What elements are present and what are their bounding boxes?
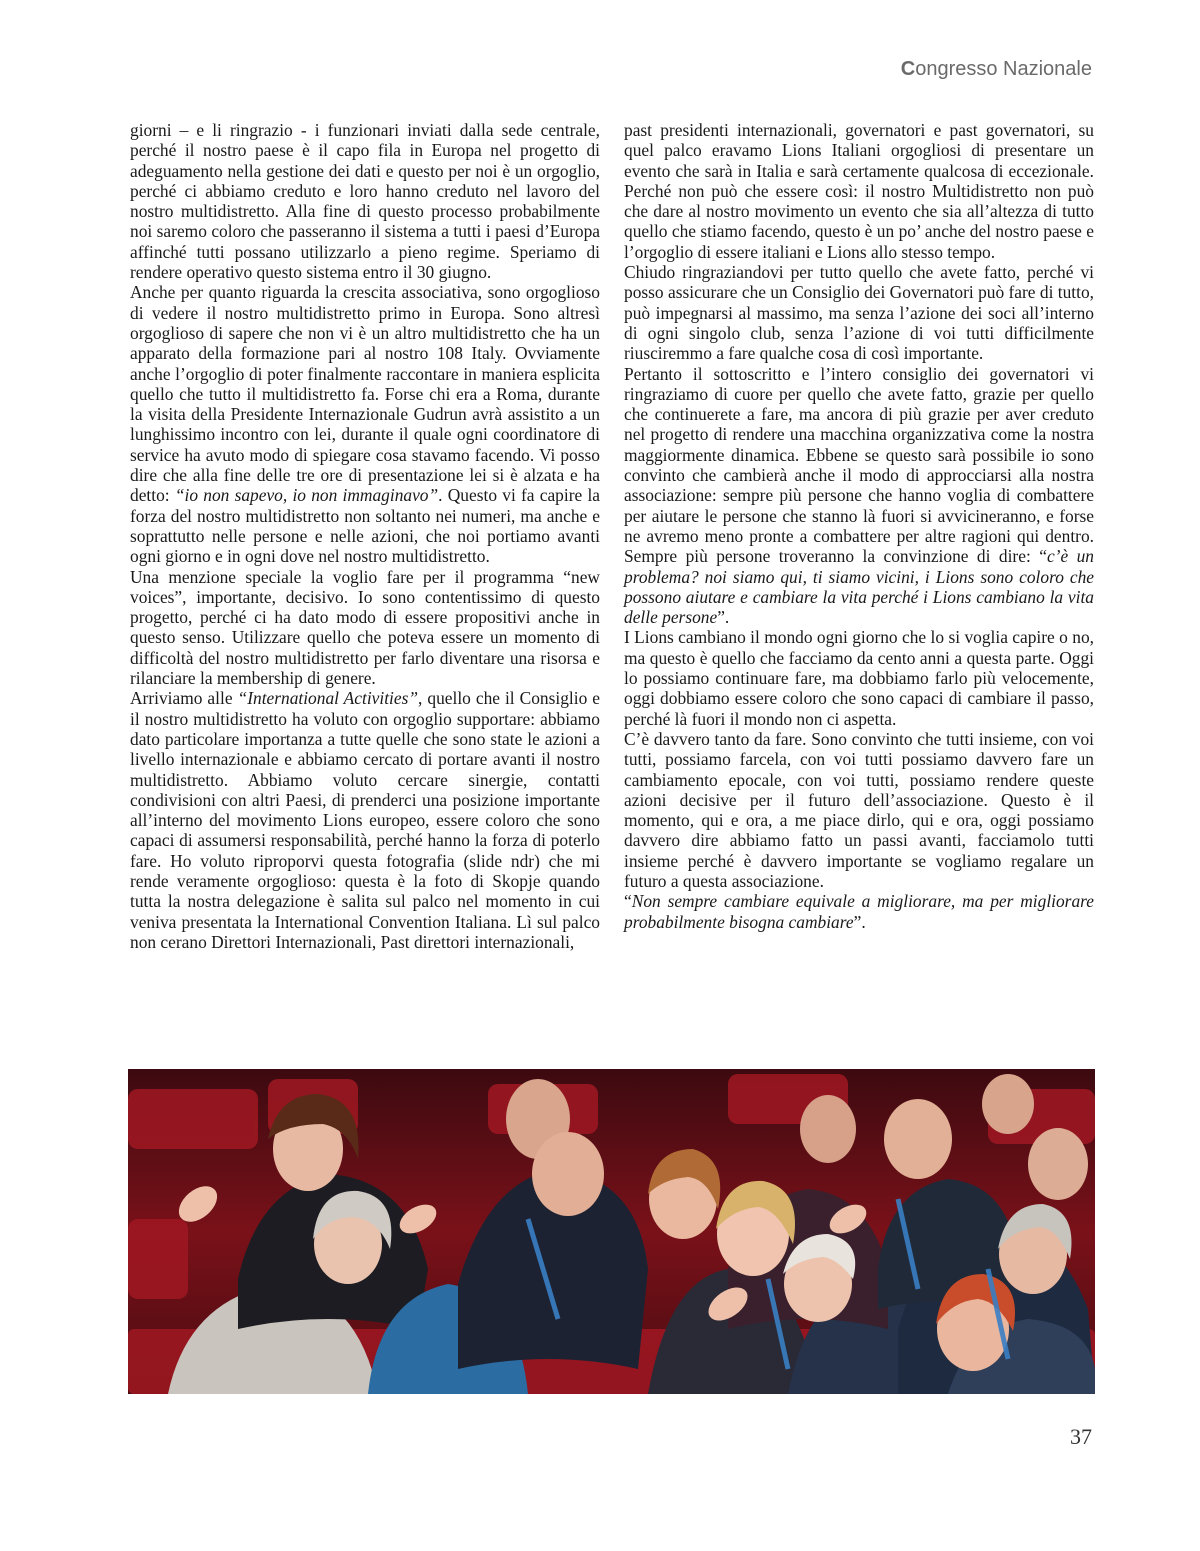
paragraph xyxy=(130,567,600,689)
italic-text: “io non sapevo, io non immaginavo” xyxy=(174,485,439,506)
text-run: , quello che il Consiglio e il nostro multidistretto ha voluto con orgoglio supportare: abbiamo dato particolare importanza a tutte quelle che sono state le azioni a livello internazionale e abbiamo cercato di portare avanti il nostro multidistretto. Abbiamo voluto cercare sinergie, contatti condivisioni con altri Paesi, di prenderci una posizione importante all’interno del movimento Lions europeo, essere coloro che sono capaci di assumersi responsabilità, perché hanno la forza di poterlo fare. Ho voluto riproporvi questa fotografia (slide ndr) che mi rende veramente orgoglioso: questa è la foto di Skopje quando tutta la nostra delegazione è salita sul palco nel momento in cui veniva presentata la International Convention Italiana. Lì sul palco non cerano Direttori Internazionali, Past direttori internazionali, xyxy=(130,688,600,952)
running-header xyxy=(901,58,1092,81)
text-run: giorni – e li ringrazio - i funzionari inviati dalla sede centrale, perché il nostro paese è il capo fila in Europa nel progetto di adeguamento nella gestione dei dati e questo per noi è un orgoglio, perché ci abbiamo creduto e loro hanno creduto nel lavoro del nostro multidistretto. Alla fine di questo processo probabilmente noi saremo coloro che passeranno il sistema a tutti i paesi d’Europa affinché tutti possano utilizzarlo a pieno regime. Speriamo di rendere operativo questo sistema entro il 30 giugno. xyxy=(130,120,600,283)
text-run: past presidenti internazionali, governatori e past governatori, su quel palco eravamo Lions Italiani orgogliosi di presentare un evento che sarà in Italia e sarà certamente qualcosa di eccezionale. Perché non può che essere così: il nostro Multidistretto non può che dare al nostro movimento un evento che sia all’altezza di tutto quello che stiamo facendo, questo è un po’ anche del nostro paese e l’orgoglio di essere italiani e Lions allo stesso tempo. xyxy=(624,120,1094,262)
paragraph xyxy=(624,729,1094,891)
paragraph xyxy=(130,120,600,282)
paragraph xyxy=(624,627,1094,728)
text-run: Pertanto il sottoscritto e l’intero consiglio dei governatori vi ringraziamo di cuore per quello che avete fatto, grazie per quello che continuerete a fare, ma ancora di più grazie per aver creduto nel progetto di rendere una macchina organizzativa come la nostra maggiormente dinamica. Ebbene se questo sarà possibile io sono convinto che cambierà anche il modo di approcciarsi alla nostra associazione: sempre più persone che hanno voglia di combattere per aiutare le persone che stanno là fuori si avvicineranno, e forse ne avremo meno pronte a combattere per altre ragioni qui dentro. Sempre più persone troveranno la convinzione di dire: “ xyxy=(624,363,1094,567)
page-number: 37 xyxy=(1070,1424,1092,1449)
header-initial: C xyxy=(900,58,916,80)
paragraph xyxy=(130,688,600,952)
audience-photo xyxy=(128,1069,1095,1394)
paragraph xyxy=(624,262,1094,363)
header-text: ongresso Nazionale xyxy=(915,58,1092,80)
text-run: Arriviamo alle xyxy=(130,688,238,709)
italic-text: “International Activities” xyxy=(237,688,419,709)
text-run: Anche per quanto riguarda la crescita associativa, sono orgoglioso di vedere il nostro multidistretto primo in Europa. Sono altresì orgoglioso di sapere che non vi è un altro multidistretto che ha un apparato della formazione pari al nostro 108 Italy. Ovviamente anche l’orgoglio di poter finalmente raccontare in maniera esplicita quello che tutto il multidistretto fa. Forse chi era a Roma, durante la visita della Presidente Internazionale Gudrun avrà assistito a un lunghissimo incontro con lei, durante il quale ogni coordinatore di service ha avuto modo di spiegare cosa stavamo facendo. Vi posso dire che alla fine delle tre ore di presentazione lei si è alzata e ha detto: xyxy=(130,282,600,506)
italic-text: c’è un problema? noi siamo qui, ti siamo vicini, i Lions sono coloro che possono aiutare e cambiare la vita perché i Lions cambiano la vita delle persone xyxy=(624,546,1094,628)
text-run: C’è davvero tanto da fare. Sono convinto che tutti insieme, con voi tutti, possiamo farcela, con voi tutti possiamo davvero fare un cambiamento epocale, con voi tutti, possiamo rendere queste azioni decisive per il futuro dell’associazione. Questo è il momento, qui e ora, a me piace dirlo, qui e ora, oggi possiamo davvero dire abbiamo fatto un passi avanti, facciamolo tutti insieme perché è davvero importante se vogliamo regalare un futuro a questa associazione. xyxy=(624,728,1094,891)
text-run: “ xyxy=(624,891,632,912)
paragraph xyxy=(624,364,1094,628)
right-column xyxy=(624,120,1094,932)
audience-photo-illustration xyxy=(128,1069,1095,1394)
italic-text: Non sempre cambiare equivale a migliorare, ma per migliorare probabilmente bisogna cambiare xyxy=(624,891,1094,932)
text-run: ”. xyxy=(717,607,730,628)
left-column xyxy=(130,120,600,952)
paragraph xyxy=(130,282,600,566)
paragraph xyxy=(624,120,1094,262)
text-run: . Questo vi fa capire la forza del nostro multidistretto non soltanto nei numeri, ma anche e soprattutto nelle persone e nelle azioni, che noi portiamo avanti ogni giorno e in ogni dove nel nostro multidistretto. xyxy=(130,485,600,567)
text-run: ”. xyxy=(853,911,866,932)
paragraph xyxy=(624,891,1094,932)
text-run: Una menzione speciale la voglio fare per il programma “new voices”, importante, decisivo. Io sono contentissimo di questo progetto, perché ci ha dato modo di essere propositivi anche in questo senso. Utilizzare quello che poteva essere un momento di difficoltà del nostro multidistretto per farlo diventare una risorsa e rilanciare la membership di genere. xyxy=(130,566,600,689)
text-run: I Lions cambiano il mondo ogni giorno che lo si voglia capire o no, ma questo è quello che facciamo da cento anni a questa parte. Oggi lo possiamo continuare fare, ma dobbiamo farlo più velocemente, oggi dobbiamo essere coloro che sono capaci di cambiare il passo, perché là fuori il mondo non ci aspetta. xyxy=(624,627,1094,729)
text-run: Chiudo ringraziandovi per tutto quello che avete fatto, perché vi posso assicurare che un Consiglio dei Governatori può fare di tutto, può impegnarsi al massimo, ma senza l’azione dei soci all’interno di ogni singolo club, senza l’azione di voi tutti difficilmente riusciremmo a fare qualche cosa di così importante. xyxy=(624,262,1094,364)
